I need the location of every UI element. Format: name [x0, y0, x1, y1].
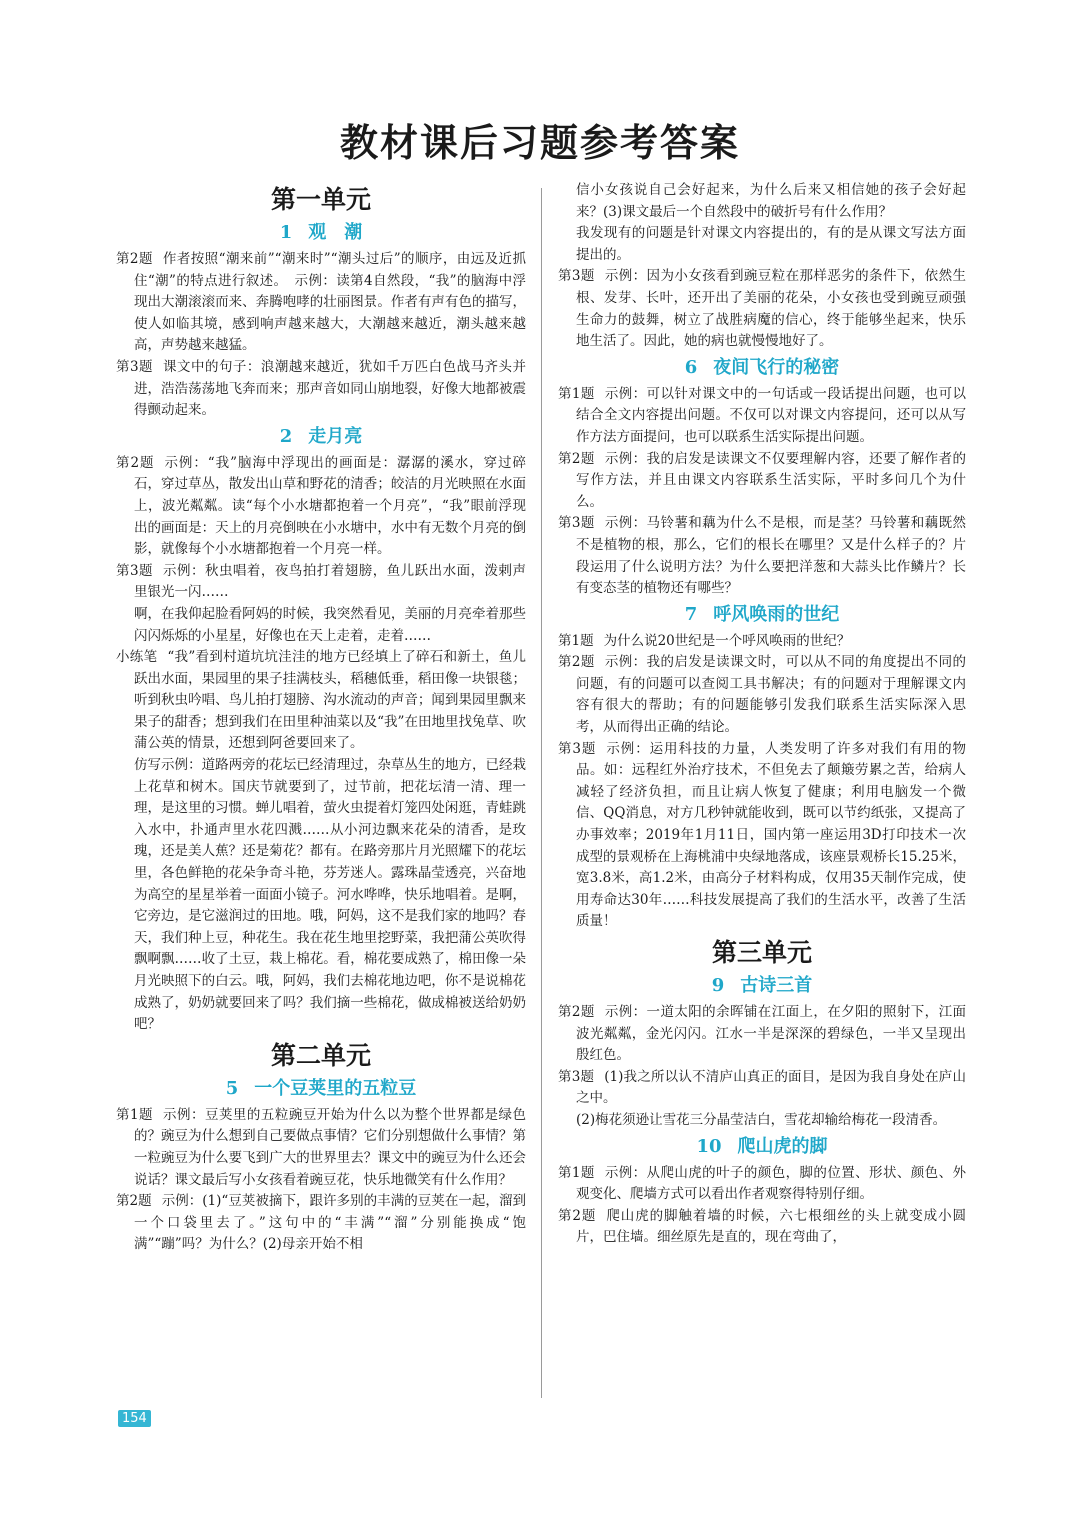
lesson-number: 1	[279, 222, 293, 243]
question-label: 第3题	[558, 1068, 595, 1085]
answer-text: 示例：从爬山虎的叶子的颜色，脚的位置、形状、颜色、外观变化、爬墙方式可以看出作者观察得特别仔细。	[576, 1164, 966, 1203]
question-label: 第3题	[558, 740, 597, 757]
answer-paragraph	[558, 266, 966, 352]
lesson-title: 夜间飞行的秘密	[713, 356, 840, 378]
answer-paragraph	[558, 1163, 966, 1206]
lesson-title: 观 潮	[308, 222, 363, 243]
lesson-title: 古诗三首	[740, 975, 813, 996]
answer-text: 示例：“我”脑海中浮现出的画面是：潺潺的溪水，穿过碎石，穿过草丛，散发出山草和野花的清香；皎洁的月光映照在水面上，波光粼粼。读“每个小水塘都抱着一个月亮”，“我”眼前浮现出的画面是：天上的月亮倒映在小水塘中，水中有无数个月亮的倒影，就像每个小水塘都抱着一个月亮一样。	[134, 454, 527, 558]
lesson-number: 9	[711, 975, 725, 996]
question-label: 第3题	[558, 268, 595, 285]
answer-note: 我发现有的问题是针对课文内容提出的，有的是从课文写法方面提出的。	[576, 225, 966, 263]
question-label: 第1题	[558, 632, 594, 649]
lesson-heading-2	[116, 423, 526, 450]
answer-paragraph	[558, 1002, 966, 1067]
unit-heading-3: 第三单元	[711, 938, 812, 967]
lesson-number: 6	[684, 356, 698, 378]
answer-text: 示例：秋虫唱着，夜鸟拍打着翅膀，鱼儿跃出水面，泼剌声里银光一闪……	[134, 562, 527, 601]
answer-paragraph	[116, 357, 526, 422]
answer-text: 示例：一道太阳的余晖铺在江面上，在夕阳的照射下，江面波光粼粼，金光闪闪。江水一半是深深的碧绿色，一半又呈现出殷红色。	[576, 1004, 966, 1064]
answer-text: 示例：因为小女孩看到豌豆粒在那样恶劣的条件下，依然生根、发芽、长叶，还开出了美丽的花朵，小女孩也受到豌豆顽强生命力的鼓舞，树立了战胜病魔的信心，终于能够坐起来，快乐地生活了。因此，她的病也就慢慢地好了。	[576, 268, 966, 350]
answer-text: 作者按照“潮来前”“潮来时”“潮头过后”的顺序，由远及近抓住“潮”的特点进行叙述。 示例：读第4自然段，“我”的脑海中浮现出大潮滚滚而来、奔腾咆哮的壮丽图景。作者有声有色的描写，使人如临其境，感到响声越来越大，大潮越来越近，潮头越来越高，声势越来越猛。	[134, 251, 526, 354]
imitation-example: 仿写示例：道路两旁的花坛已经清理过，杂草丛生的地方，已经栽上花草和树木。国庆节就要到了，过节前，把花坛清一清、理一理，是这里的习惯。蝉儿唱着，萤火虫提着灯笼四处闲逛，青蛙跳入水中，扑通声里水花四溅……从小河边飘来花朵的清香，是玫瑰，还是美人蕉？还是菊花？都有。在路旁那片月光照耀下的花坛里，各色鲜艳的花朵争奇斗艳，芬芳迷人。露珠晶莹透亮，兴奋地为高空的星星举着一面面小镜子。河水哗哗，快乐地唱着。是啊，它旁边，是它滋润过的田地。哦，阿妈，这不是我们家的地吗？春天，我们种上豆，种花生。我在花生地里挖野菜，我把蒲公英吹得飘啊飘……收了土豆，栽上棉花。看，棉花要成熟了，棉田像一朵月光映照下的白云。哦，阿妈，我们去棉花地边吧，你不是说棉花成熟了，奶奶就要回来了吗？我们摘一些棉花，做成棉被送给奶奶吧？	[134, 757, 526, 1033]
answer-text: 课文中的句子：浪潮越来越近，犹如千万匹白色战马齐头并进，浩浩荡荡地飞奔而来；那声音如同山崩地裂，好像大地都被震得颤动起来。	[134, 358, 527, 419]
question-label: 第2题	[558, 654, 595, 671]
question-label: 第2题	[116, 251, 153, 267]
answer-paragraph	[558, 652, 966, 738]
answer-continuation: 啊，在我仰起脸看阿妈的时候，我突然看见，美丽的月亮牵着那些闪闪烁烁的小星星，好像也在天上走着，走着……	[134, 605, 526, 644]
unit-heading-2: 第二单元	[270, 1040, 371, 1070]
answer-text: 示例：我的启发是读课文不仅要理解内容，还要了解作者的写作方法，并且由课文内容联系生活实际，平时多问几个为什么。	[576, 450, 966, 510]
answer-text: 为什么说20世纪是一个呼风唤雨的世纪？	[603, 632, 851, 649]
answer-paragraph	[116, 453, 526, 561]
lesson-title: 爬山虎的脚	[737, 1135, 828, 1157]
answer-paragraph	[558, 384, 966, 449]
lesson-title: 呼风唤雨的世纪	[713, 603, 840, 625]
lesson-heading-6	[558, 354, 966, 381]
answer-text: “我”看到村道坑坑洼洼的地方已经填上了碎石和新土，鱼儿跃出水面，果园里的果子挂满枝头，稻穗低垂，稻田像一块银毯；听到秋虫吟唱、鸟儿拍打翅膀、沟水流动的声音；闻到果园里飘来果子的甜香；想到我们在田里种油菜以及“我”在田地里找兔草、吹蒲公英的情景，还想到阿爸要回来了。	[134, 649, 527, 752]
answer-text: 示例：我的启发是读课文时，可以从不同的角度提出不同的问题，有的问题可以查阅工具书解决；有的问题对于理解课文内容有很大的帮助；有的问题能够引发我们联系生活实际深入思考，从而得出正确的结论。	[576, 654, 966, 736]
question-label: 第1题	[558, 385, 595, 402]
answer-text: 示例：运用科技的力量，人类发明了许多对我们有用的物品。如：远程红外治疗技术，不但免去了颠簸劳累之苦，给病人减轻了经济负担，而且让病人恢复了健康；利用电脑发一个微信、QQ消息，对方几秒钟就能收到，既可以节约纸张，又提高了办事效率；2019年1月11日，国内第一座运用3D打印技术一次成型的景观桥在上海桃浦中央绿地落成，该座景观桥长15.25米，宽3.8米，高1.2米，由高分子材料构成，仅用35天制作完成，使用寿命达30年……科技发展提高了我们的生活水平，改善了生活质量！	[576, 740, 966, 930]
answer-continuation: (2)梅花须逊让雪花三分晶莹洁白，雪花却输给梅花一段清香。	[576, 1111, 947, 1128]
answer-continuation: 信小女孩说自己会好起来，为什么后来又相信她的孩子会好起来？(3)课文最后一个自然段中的破折号有什么作用？	[576, 182, 966, 220]
answer-text: 示例：马铃薯和藕为什么不是根，而是茎？马铃薯和藕既然不是植物的根，那么，它们的根长在哪里？又是什么样子的？片段运用了什么说明方法？为什么要把洋葱和大蒜头比作鳞片？长有变态茎的植物还有哪些？	[576, 515, 966, 597]
answer-paragraph	[558, 739, 966, 933]
left-column	[116, 180, 526, 1256]
lesson-number: 7	[684, 603, 698, 625]
question-label: 第2题	[116, 1193, 152, 1210]
answer-paragraph	[558, 631, 966, 653]
lesson-heading-5	[116, 1075, 526, 1102]
lesson-heading-10	[558, 1133, 966, 1160]
answer-paragraph	[558, 1067, 966, 1110]
lesson-number: 5	[225, 1077, 239, 1099]
question-label: 第1题	[558, 1164, 595, 1181]
question-label: 第1题	[116, 1106, 154, 1123]
answer-paragraph	[558, 513, 966, 599]
question-label: 第2题	[558, 1207, 597, 1224]
lesson-title: 一个豆荚里的五粒豆	[254, 1077, 417, 1099]
question-label: 第3题	[116, 562, 154, 579]
answer-text: 示例：可以针对课文中的一句话或一段话提出问题，也可以结合全文内容提出问题。不仅可以对课文内容提问，还可以从写作方法方面提问，也可以联系生活实际提出问题。	[576, 385, 966, 445]
answer-paragraph	[116, 561, 526, 604]
lesson-heading-7	[558, 601, 966, 628]
answer-paragraph	[116, 1105, 526, 1191]
answer-paragraph	[116, 647, 526, 755]
question-label: 第2题	[558, 450, 595, 467]
answer-paragraph	[116, 249, 526, 357]
lesson-number: 2	[279, 425, 293, 447]
answer-paragraph	[558, 449, 966, 514]
question-label: 小练笔	[116, 649, 158, 666]
answer-paragraph	[116, 1191, 526, 1256]
question-label: 第3题	[116, 358, 154, 375]
lesson-heading-9	[558, 972, 966, 999]
question-label: 第2题	[116, 454, 155, 471]
answer-text: (1)我之所以认不清庐山真正的面目，是因为我自身处在庐山之中。	[576, 1068, 967, 1107]
page-title: 教材课后习题参考答案	[339, 120, 740, 165]
unit-heading-1: 第一单元	[270, 185, 371, 214]
question-label: 第3题	[558, 515, 595, 532]
lesson-title: 走月亮	[308, 425, 363, 447]
question-label: 第2题	[558, 1004, 595, 1020]
lesson-number: 10	[696, 1135, 722, 1157]
answer-text: 示例：(1)“豆荚被摘下，跟许多别的丰满的豆荚在一起，溜到一个口袋里去了。”这句中的“丰满”“溜”分别能换成“饱满”“蹦”吗？为什么？(2)母亲开始不相	[134, 1193, 526, 1253]
answer-paragraph	[558, 1206, 966, 1249]
answer-text: 示例：豆荚里的五粒豌豆开始为什么以为整个世界都是绿色的？豌豆为什么想到自己要做点事情？它们分别想做什么事情？第一粒豌豆为什么要飞到广大的世界里去？课文中的豌豆为什么还会说话？课文最后写小女孩看着豌豆花，快乐地微笑有什么作用？	[134, 1106, 527, 1188]
page-number: 154	[118, 1410, 151, 1427]
lesson-heading-1	[116, 219, 526, 246]
answer-text: 爬山虎的脚触着墙的时候，六七根细丝的头上就变成小圆片，巴住墙。细丝原先是直的，现在弯曲了，	[576, 1207, 966, 1246]
right-column	[558, 180, 966, 1249]
column-divider	[541, 188, 542, 1398]
